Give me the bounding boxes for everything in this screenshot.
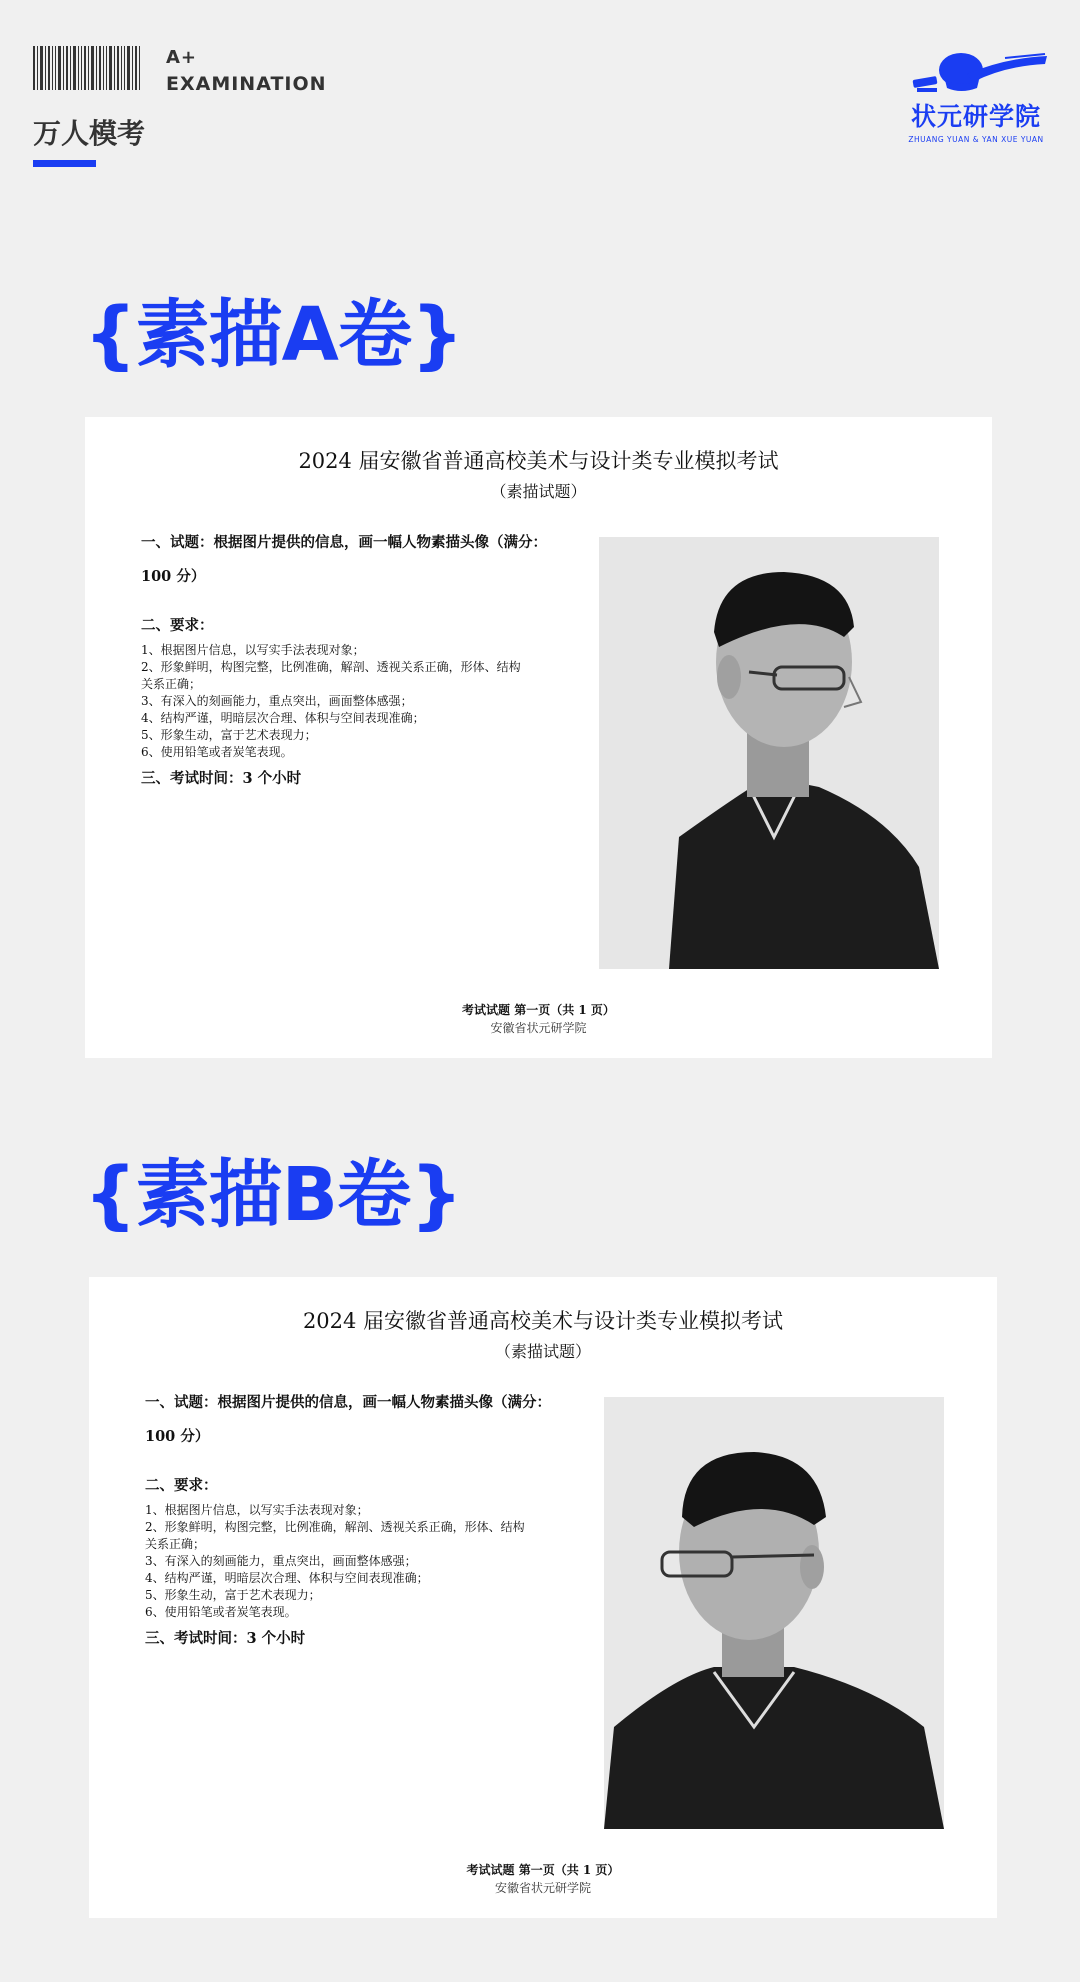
brand-line-2: EXAMINATION [166,73,327,95]
paper-footer-page: 考试试题 第一页（共 1 页） [462,1003,615,1017]
exam-time: 三、考试时间：3 个小时 [145,1630,306,1647]
requirement-item: 4、结构严谨，明暗层次合理、体积与空间表现准确； [141,711,425,725]
portrait-profile-icon [599,537,939,969]
slogan-underline [33,160,96,167]
exam-paper-a [85,417,992,1058]
paper-footer-org: 安徽省状元研学院 [490,1021,587,1035]
exam-paper-b [89,1277,997,1918]
requirements-heading: 二、要求： [141,617,214,634]
question-line-2: 100 分） [141,568,206,585]
portrait-photo [604,1397,944,1829]
requirement-item: 5、形象生动，富于艺术表现力； [145,1588,321,1602]
exam-time: 三、考试时间：3 个小时 [141,770,302,787]
requirement-item: 4、结构严谨，明暗层次合理、体积与空间表现准确； [145,1571,429,1585]
requirement-item: 1、根据图片信息，以写实手法表现对象； [141,643,365,657]
barcode-graphic [33,46,147,90]
question-line-1: 一、试题：根据图片提供的信息，画一幅人物素描头像（满分： [141,534,547,551]
section-title-a: {素描A卷} [84,292,463,378]
requirement-item: 关系正确； [141,677,202,691]
paper-footer-page: 考试试题 第一页（共 1 页） [466,1863,620,1877]
section-title-b: {素描B卷} [84,1152,462,1238]
question-line-1: 一、试题：根据图片提供的信息，画一幅人物素描头像（满分： [145,1394,551,1411]
exam-subtitle: （素描试题） [490,482,587,501]
exam-title: 2024 届安徽省普通高校美术与设计类专业模拟考试 [298,449,779,473]
requirements-heading: 二、要求： [145,1477,218,1494]
exam-subtitle: （素描试题） [494,1342,591,1361]
slogan-title: 万人模考 [33,117,146,150]
requirement-item: 2、形象鲜明，构图完整，比例准确，解剖、透视关系正确，形体、结构 [141,660,521,674]
paper-footer-org: 安徽省状元研学院 [494,1881,591,1895]
logo-graduation-cap-icon [905,44,1047,104]
requirement-item: 1、根据图片信息，以写实手法表现对象； [145,1503,369,1517]
question-line-2: 100 分） [145,1428,210,1445]
requirement-item: 2、形象鲜明，构图完整，比例准确，解剖、透视关系正确，形体、结构 [145,1520,525,1534]
logo-text: 状元研学院 [910,102,1041,131]
requirement-item: 6、使用铅笔或者炭笔表现。 [141,745,293,759]
requirement-item: 3、有深入的刻画能力，重点突出，画面整体感强； [145,1554,417,1568]
requirement-item: 5、形象生动，富于艺术表现力； [141,728,317,742]
logo-subtext: ZHUANG YUAN & YAN XUE YUAN [908,135,1044,144]
requirement-item: 3、有深入的刻画能力，重点突出，画面整体感强； [141,694,413,708]
portrait-photo [599,537,939,969]
brand-line-1: A+ [166,47,198,68]
requirement-item: 6、使用铅笔或者炭笔表现。 [145,1605,297,1619]
requirement-item: 关系正确； [145,1537,206,1551]
exam-title: 2024 届安徽省普通高校美术与设计类专业模拟考试 [302,1309,784,1333]
portrait-three-quarter-icon [604,1397,944,1829]
